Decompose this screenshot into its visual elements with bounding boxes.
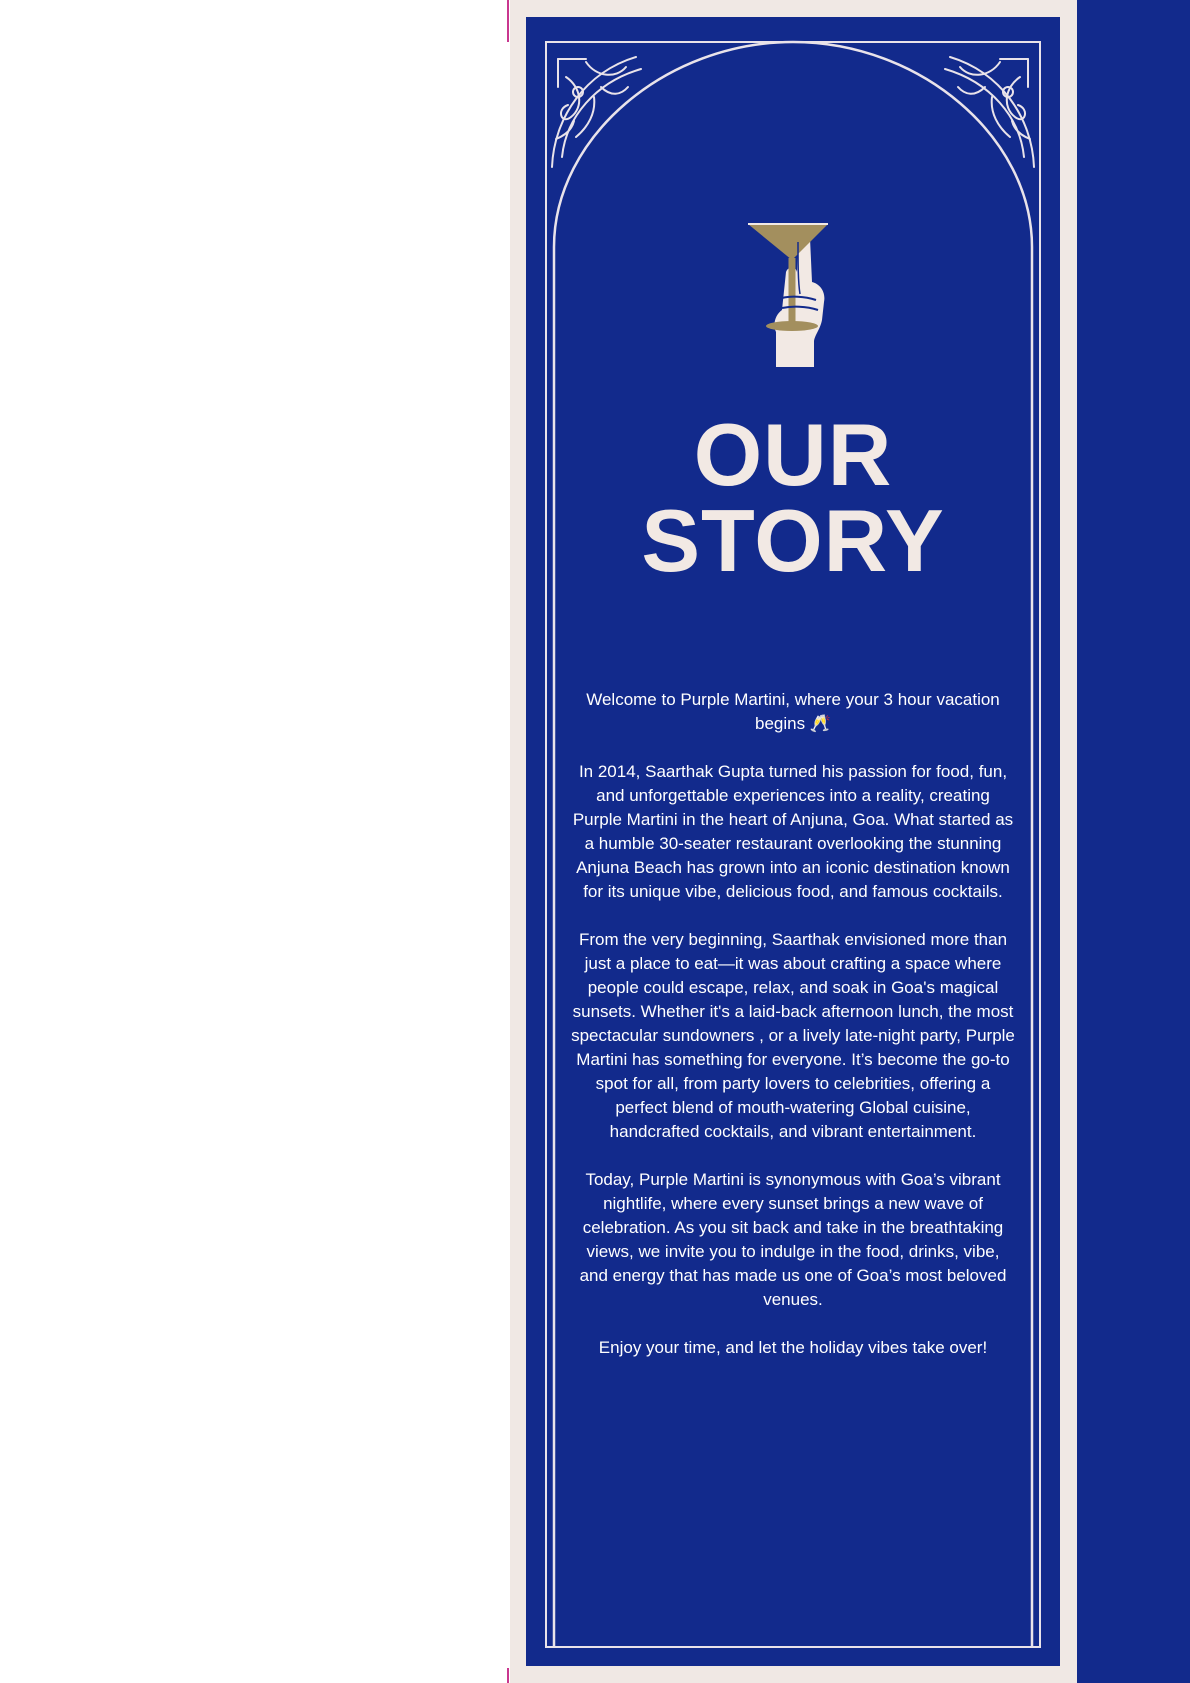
story-text [570, 688, 1016, 1384]
history-paragraph: In 2014, Saarthak Gupta turned his passion for food, fun, and unforgettable experiences into a reality, creating Purple Martini in the heart of Anjuna, Goa. What started as a humble 30-seater restaurant overlooking the stunning Anjuna Beach has grown into an iconic destination known for its unique vibe, delicious food, and famous cocktails. [572, 762, 1014, 901]
corner-flourish-icon [945, 57, 1034, 167]
blank-left-panel [0, 0, 508, 1683]
fold-mark [507, 1668, 509, 1683]
hand-holding-martini-icon [742, 202, 842, 382]
blue-side-band [1077, 0, 1190, 1683]
title-line-2: STORY [641, 491, 945, 590]
vision-paragraph: From the very beginning, Saarthak envisioned more than just a place to eat—it was about crafting a space where people could escape, relax, and soak in Goa's magical sunsets. Whether it's a laid-back afternoon lunch, the most spectacular sundowners , or a lively late-night party, Purple Martini has something for everyone. It’s become the go-to spot for all, from party lovers to celebrities, offering a perfect blend of mouth-watering Global cuisine, handcrafted cocktails, and vibrant entertainment. [571, 930, 1015, 1141]
story-card [526, 17, 1060, 1666]
welcome-paragraph: Welcome to Purple Martini, where your 3 hour vacation begins 🥂 [586, 690, 1000, 733]
corner-flourish-icon [552, 57, 641, 167]
page-title [526, 405, 1060, 590]
fold-mark [507, 0, 509, 42]
closing-paragraph: Enjoy your time, and let the holiday vibes take over! [598, 1338, 988, 1357]
title-line-1: OUR [693, 405, 893, 504]
today-paragraph: Today, Purple Martini is synonymous with Goa’s vibrant nightlife, where every sunset brings a new wave of celebration. As you sit back and take in the breathtaking views, we invite you to indulge in the food, drinks, vibe, and energy that has made us one of Goa’s most beloved venues. [579, 1170, 1007, 1309]
